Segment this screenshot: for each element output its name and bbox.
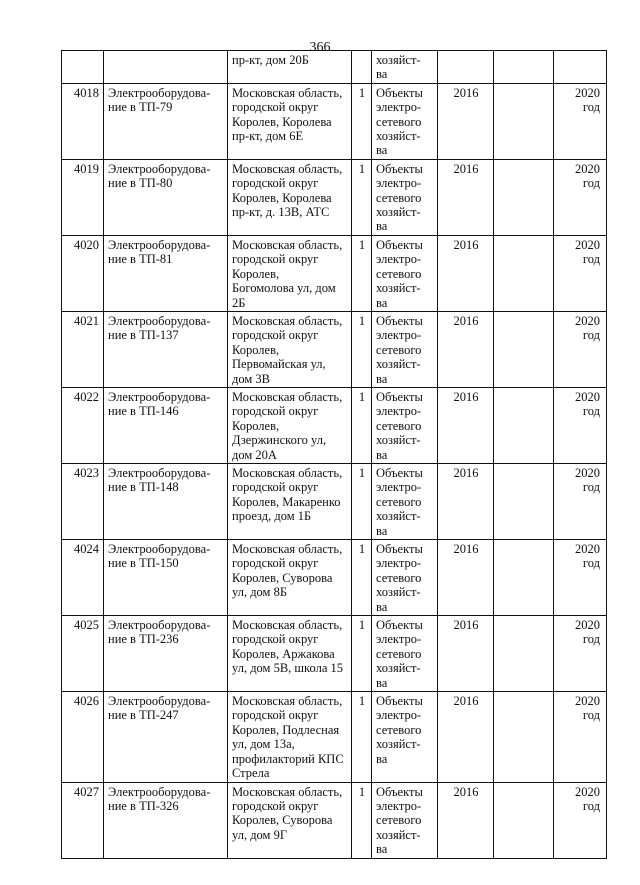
cell-object-type: Объекты электро- сетевого хозяйст- ва — [372, 540, 438, 616]
cell-blank — [494, 83, 554, 159]
cell-blank — [494, 311, 554, 387]
cell-year: 2016 — [438, 463, 494, 539]
cell-blank — [494, 387, 554, 463]
cell-quantity: 1 — [352, 83, 372, 159]
cell-quantity: 1 — [352, 463, 372, 539]
cell-term: 2020 год — [554, 540, 607, 616]
table-row — [62, 311, 607, 387]
cell-address: Московская область, городской округ Королев, Макаренко проезд, дом 1Б — [228, 463, 352, 539]
registry-table — [61, 50, 607, 859]
table-row — [62, 692, 607, 782]
cell-address: Московская область, городской округ Королев, Дзержинского ул, дом 20А — [228, 387, 352, 463]
cell-address: Московская область, городской округ Королев, Первомайская ул, дом 3В — [228, 311, 352, 387]
cell-address: Московская область, городской округ Королев, Королева пр-кт, дом 6Е — [228, 83, 352, 159]
cell-quantity: 1 — [352, 692, 372, 782]
cell-object-type: хозяйст- ва — [372, 51, 438, 84]
cell-number: 4019 — [62, 159, 104, 235]
cell-term — [554, 51, 607, 84]
cell-quantity: 1 — [352, 159, 372, 235]
cell-blank — [494, 463, 554, 539]
cell-name: Электрооборудова- ние в ТП-236 — [104, 616, 228, 692]
cell-term: 2020 год — [554, 235, 607, 311]
cell-blank — [494, 51, 554, 84]
table-row — [62, 782, 607, 858]
cell-year: 2016 — [438, 311, 494, 387]
cell-year: 2016 — [438, 159, 494, 235]
cell-quantity: 1 — [352, 616, 372, 692]
cell-term: 2020 год — [554, 692, 607, 782]
table-row — [62, 540, 607, 616]
cell-quantity — [352, 51, 372, 84]
cell-object-type: Объекты электро- сетевого хозяйст- ва — [372, 616, 438, 692]
cell-object-type: Объекты электро- сетевого хозяйст- ва — [372, 311, 438, 387]
cell-name: Электрооборудова- ние в ТП-148 — [104, 463, 228, 539]
cell-number: 4023 — [62, 463, 104, 539]
cell-term: 2020 год — [554, 463, 607, 539]
table-row — [62, 463, 607, 539]
cell-number — [62, 51, 104, 84]
cell-object-type: Объекты электро- сетевого хозяйст- ва — [372, 387, 438, 463]
cell-object-type: Объекты электро- сетевого хозяйст- ва — [372, 782, 438, 858]
cell-address: Московская область, городской округ Королев, Королева пр-кт, д. 13В, АТС — [228, 159, 352, 235]
cell-object-type: Объекты электро- сетевого хозяйст- ва — [372, 692, 438, 782]
cell-number: 4018 — [62, 83, 104, 159]
table-row — [62, 235, 607, 311]
cell-year: 2016 — [438, 782, 494, 858]
cell-name: Электрооборудова- ние в ТП-79 — [104, 83, 228, 159]
cell-quantity: 1 — [352, 540, 372, 616]
cell-name: Электрооборудова- ние в ТП-81 — [104, 235, 228, 311]
cell-term: 2020 год — [554, 782, 607, 858]
cell-year: 2016 — [438, 692, 494, 782]
cell-name: Электрооборудова- ние в ТП-146 — [104, 387, 228, 463]
cell-year: 2016 — [438, 387, 494, 463]
cell-object-type: Объекты электро- сетевого хозяйст- ва — [372, 159, 438, 235]
cell-quantity: 1 — [352, 782, 372, 858]
cell-number: 4022 — [62, 387, 104, 463]
cell-term: 2020 год — [554, 83, 607, 159]
cell-object-type: Объекты электро- сетевого хозяйст- ва — [372, 463, 438, 539]
cell-blank — [494, 540, 554, 616]
cell-name: Электрооборудова- ние в ТП-80 — [104, 159, 228, 235]
cell-name: Электрооборудова- ние в ТП-247 — [104, 692, 228, 782]
cell-blank — [494, 692, 554, 782]
cell-blank — [494, 159, 554, 235]
cell-object-type: Объекты электро- сетевого хозяйст- ва — [372, 83, 438, 159]
cell-blank — [494, 235, 554, 311]
cell-year: 2016 — [438, 540, 494, 616]
cell-year: 2016 — [438, 83, 494, 159]
cell-address: Московская область, городской округ Королев, Суворова ул, дом 9Г — [228, 782, 352, 858]
cell-year: 2016 — [438, 616, 494, 692]
cell-number: 4027 — [62, 782, 104, 858]
page-number: 366 — [309, 40, 331, 55]
table-row — [62, 83, 607, 159]
table-row — [62, 616, 607, 692]
cell-blank — [494, 616, 554, 692]
cell-number: 4024 — [62, 540, 104, 616]
cell-name: Электрооборудова- ние в ТП-137 — [104, 311, 228, 387]
cell-blank — [494, 782, 554, 858]
cell-term: 2020 год — [554, 159, 607, 235]
cell-year — [438, 51, 494, 84]
cell-address: Московская область, городской округ Королев, Подлесная ул, дом 13а, профилакторий КПС Стрела — [228, 692, 352, 782]
cell-quantity: 1 — [352, 311, 372, 387]
cell-address: пр-кт, дом 20Б — [228, 51, 352, 84]
cell-number: 4021 — [62, 311, 104, 387]
cell-term: 2020 год — [554, 387, 607, 463]
cell-object-type: Объекты электро- сетевого хозяйст- ва — [372, 235, 438, 311]
cell-number: 4026 — [62, 692, 104, 782]
cell-name: Электрооборудова- ние в ТП-150 — [104, 540, 228, 616]
cell-quantity: 1 — [352, 235, 372, 311]
cell-address: Московская область, городской округ Королев, Суворова ул, дом 8Б — [228, 540, 352, 616]
cell-year: 2016 — [438, 235, 494, 311]
cell-term: 2020 год — [554, 311, 607, 387]
cell-term: 2020 год — [554, 616, 607, 692]
cell-quantity: 1 — [352, 387, 372, 463]
cell-number: 4025 — [62, 616, 104, 692]
table-row-continuation — [62, 51, 607, 84]
cell-name: Электрооборудова- ние в ТП-326 — [104, 782, 228, 858]
table-row — [62, 387, 607, 463]
cell-address: Московская область, городской округ Королев, Богомолова ул, дом 2Б — [228, 235, 352, 311]
cell-name — [104, 51, 228, 84]
cell-number: 4020 — [62, 235, 104, 311]
cell-address: Московская область, городской округ Королев, Аржакова ул, дом 5В, школа 15 — [228, 616, 352, 692]
table-row — [62, 159, 607, 235]
